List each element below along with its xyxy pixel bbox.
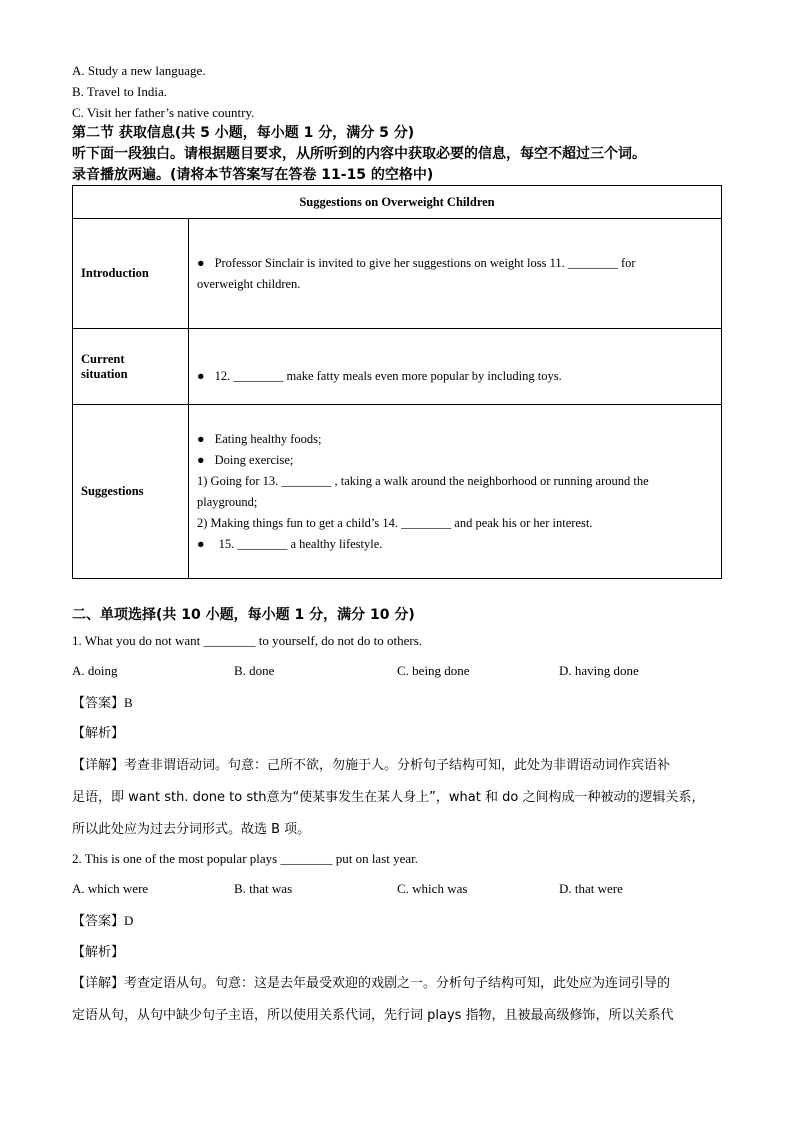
question-1-detail-2: 足语，即 want sth. done to sth意为“使某事发生在某人身上”，what 和 do 之间构成一种被动的逻辑关系， <box>72 790 705 805</box>
question-2-answer <box>72 912 133 931</box>
answer-tag: 【答案】 <box>72 914 125 929</box>
answer-tag: 【答案】 <box>72 696 125 711</box>
suggestions-table <box>72 185 722 579</box>
current-situation-text: 12. ________ make fatty meals even more popular by including toys. <box>214 369 562 383</box>
label-current: Current <box>81 351 125 366</box>
suggestion-line-5: 2) Making things fun to get a child’s 14. ________ and peak his or her interest. <box>197 515 593 530</box>
suggestion-bullet-1: Eating healthy foods; <box>214 431 322 446</box>
question-1-detail-3: 所以此处应为过去分词形式。故选 B 项。 <box>72 822 311 837</box>
question-2-detail-2: 定语从句，从句中缺少句子主语，所以使用关系代词，先行词 plays 指物，且被最高级修饰，所以关系代 <box>72 1008 674 1023</box>
introduction-cell <box>189 219 722 329</box>
introduction-text-1: Professor Sinclair is invited to give her suggestions on weight loss 11. ________ for <box>214 255 636 270</box>
question-2-option-c: C. which was <box>397 881 468 896</box>
question-1-option-b: B. done <box>234 663 275 678</box>
table-title: Suggestions on Overweight Children <box>73 186 722 219</box>
question-2-detail-1 <box>72 975 670 993</box>
section2-instruction-1: 听下面一段独白。请根据题目要求，从所听到的内容中获取必要的信息，每空不超过三个词。 <box>72 146 646 162</box>
bullet-icon: ● <box>197 536 205 551</box>
question-2-option-d: D. that were <box>559 881 623 896</box>
suggestion-bullet-2: Doing exercise; <box>214 452 294 467</box>
question-1-answer <box>72 694 133 713</box>
table-row-suggestions <box>73 405 722 579</box>
question-1-analysis-tag: 【解析】 <box>72 726 125 741</box>
question-2-stem: 2. This is one of the most popular plays ________ put on last year. <box>72 851 419 866</box>
label-situation: situation <box>81 366 128 381</box>
suggestion-line-3: 1) Going for 13. ________ , taking a walk around the neighborhood or running around the <box>197 473 649 488</box>
option-c-text: C. Visit her father’s native country. <box>72 105 255 120</box>
bullet-icon: ● <box>197 255 205 270</box>
answer-value: D <box>124 913 134 928</box>
question-1-option-d: D. having done <box>559 663 639 678</box>
part2-heading: 二、单项选择(共 10 小题，每小题 1 分，满分 10 分) <box>72 607 415 623</box>
suggestion-line-4: playground; <box>197 494 258 509</box>
detail-text: 考查定语从句。句意：这是去年最受欢迎的戏剧之一。分析句子结构可知，此处应为连词引导的 <box>124 976 671 991</box>
section2-heading: 第二节 获取信息(共 5 小题，每小题 1 分，满分 5 分) <box>72 125 415 141</box>
bullet-icon: ● <box>197 369 205 383</box>
option-b-text: B. Travel to India. <box>72 84 167 99</box>
bullet-icon: ● <box>197 452 205 467</box>
suggestions-cell <box>189 405 722 579</box>
bullet-icon: ● <box>197 431 205 446</box>
table-row-introduction <box>73 219 722 329</box>
detail-tag: 【详解】 <box>72 976 125 991</box>
detail-tag: 【详解】 <box>72 758 125 773</box>
section2-instruction-2: 录音播放两遍。(请将本节答案写在答卷 11-15 的空格中) <box>72 167 434 183</box>
answer-value: B <box>124 695 133 710</box>
table-row-current-situation <box>73 329 722 405</box>
question-1-detail-1 <box>72 757 670 775</box>
question-1-option-a: A. doing <box>72 663 118 678</box>
question-2-option-a: A. which were <box>72 881 149 896</box>
label-introduction: Introduction <box>73 219 189 329</box>
current-situation-cell <box>189 329 722 405</box>
question-1-option-c: C. being done <box>397 663 470 678</box>
question-2-analysis-tag: 【解析】 <box>72 945 125 960</box>
introduction-text-2: overweight children. <box>197 276 301 291</box>
option-a-text: A. Study a new language. <box>72 63 206 78</box>
suggestion-bullet-6: 15. ________ a healthy lifestyle. <box>218 536 383 551</box>
label-current-situation <box>73 329 189 405</box>
detail-text: 考查非谓语动词。句意：己所不欲，勿施于人。分析句子结构可知，此处为非谓语动词作宾语补 <box>124 758 671 773</box>
label-suggestions: Suggestions <box>73 405 189 579</box>
question-2-option-b: B. that was <box>234 881 293 896</box>
question-1-stem: 1. What you do not want ________ to yourself, do not do to others. <box>72 633 423 648</box>
